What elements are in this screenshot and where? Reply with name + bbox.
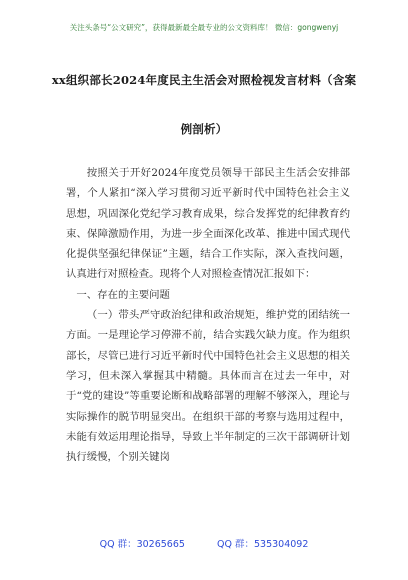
subsection-paragraph: （一）带头严守政治纪律和政治规矩，维护党的团结统一方面。一是理论学习停滞不前，结合实践欠缺力度。作为组织部长，尽管已进行习近平新时代中国特色社会主义思想的相关学习，但未深入掌握其中精髓。具体而言在过去一年中，对于“党的建设”等重要论断和战略部署的理解不够深入，理论与实际操作的脱节明显突出。在组织干部的考察与选用过程中，未能有效运用理论指导，导致上半年制定的三次干部调研计划执行缓慢，个别关键岗 (66, 309, 350, 464)
document-title-line-1: xx组织部长2024年度民主生活会对照检视发言材料（含案 (51, 73, 357, 87)
footer-qq-group-2: QQ 群：535304092 (217, 539, 309, 550)
header-banner: 关注头条号“公文研究”，获得最新最全最专业的公文资料库！ 微信：gongwenyj (69, 23, 339, 32)
section-heading: 一、存在的主要问题 (76, 288, 170, 301)
footer (0, 536, 408, 550)
document-body (66, 163, 350, 467)
intro-paragraph: 按照关于开好2024年度党员领导干部民主生活会安排部署，个人紧扣“深入学习贯彻习近平新时代中国特色社会主义思想，巩固深化党纪学习教育成果，综合发挥党的纪律教育约束、保障激励作用，为进一步全面深化改革、推进中国式现代化提供坚强纪律保证”主题，结合工作实际，深入查找问题，认真进行对照检查。现将个人对照检查情况汇报如下： (66, 167, 350, 281)
document-title-line-2: 例剖析） (180, 122, 228, 136)
footer-qq-group-1: QQ 群：30265665 (99, 539, 185, 550)
